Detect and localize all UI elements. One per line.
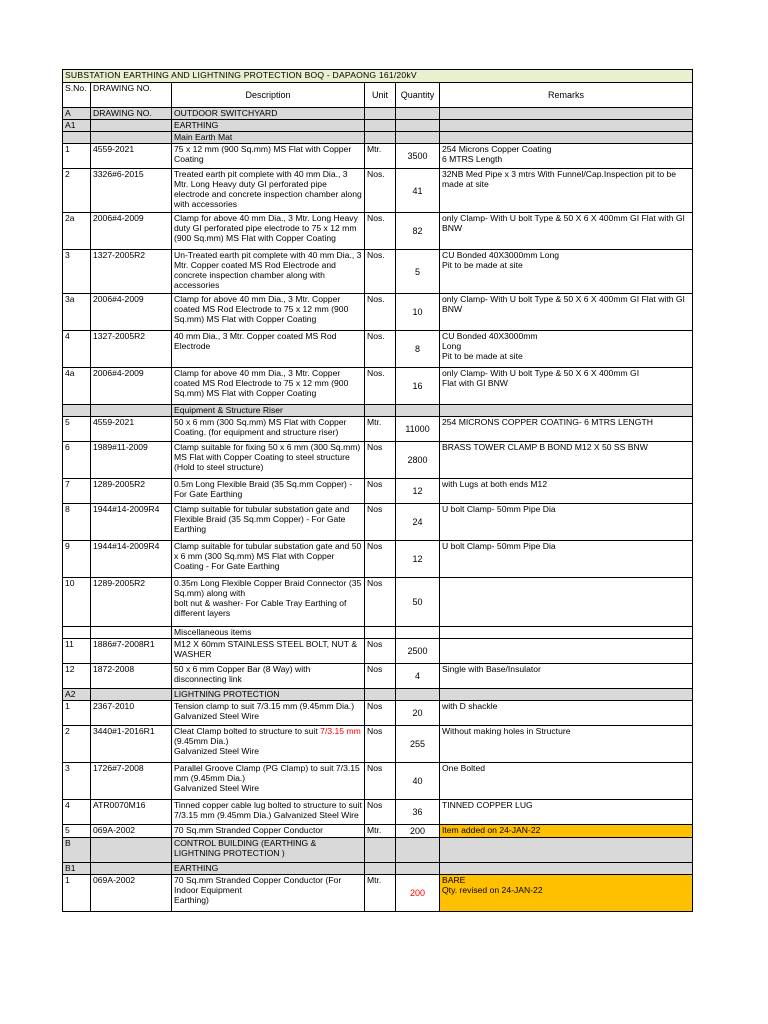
cell-quantity: 4 (396, 664, 440, 689)
cell-unit: Nos. (365, 169, 396, 213)
table-row (63, 250, 693, 294)
cell-description: 50 x 6 mm (300 Sq.mm) MS Flat with Copper Coating. (for equipment and structure riser) (172, 417, 365, 442)
cell-quantity (396, 627, 440, 639)
cell-remarks (440, 627, 693, 639)
cell-quantity: 10 (396, 294, 440, 331)
cell-unit: Nos. (365, 213, 396, 250)
cell-drawing: 3440#1-2016R1 (91, 726, 172, 763)
cell-description: Parallel Groove Clamp (PG Clamp) to suit 7/3.15 mm (9.45mm Dia.) Galvanized Steel Wire (172, 763, 365, 800)
cell-unit: Nos. (365, 294, 396, 331)
cell-sr: 9 (63, 541, 91, 578)
cell-remarks: 254 Microns Copper Coating 6 MTRS Length (440, 144, 693, 169)
cell-remarks (440, 132, 693, 144)
header-sr-label: S.No. (65, 83, 87, 93)
cell-quantity: 82 (396, 213, 440, 250)
cell-description: Equipment & Structure Riser (172, 405, 365, 417)
table-row (63, 863, 693, 875)
cell-sr: 4a (63, 368, 91, 405)
cell-remarks (440, 120, 693, 132)
cell-quantity: 2800 (396, 442, 440, 479)
cell-description: Un-Treated earth pit complete with 40 mm Dia., 3 Mtr. Copper coated MS Rod Electrode and concrete inspection chamber along with accessories (172, 250, 365, 294)
table-row (63, 578, 693, 627)
cell-unit (365, 405, 396, 417)
cell-drawing: 1944#14-2009R4 (91, 541, 172, 578)
cell-quantity: 16 (396, 368, 440, 405)
cell-remarks: only Clamp- With U bolt Type & 50 X 6 X 400mm GI Flat with GI BNW (440, 294, 693, 331)
table-row (63, 294, 693, 331)
cell-description: EARTHING (172, 863, 365, 875)
table-row (63, 627, 693, 639)
title-row (63, 70, 693, 83)
cell-unit: Nos (365, 701, 396, 726)
cell-unit: Nos (365, 639, 396, 664)
table-row (63, 169, 693, 213)
cell-sr: 4 (63, 331, 91, 368)
cell-remarks: 254 MICRONS COPPER COATING- 6 MTRS LENGTH (440, 417, 693, 442)
table-row (63, 132, 693, 144)
table-row (63, 442, 693, 479)
cell-unit: Nos (365, 479, 396, 504)
cell-unit (365, 689, 396, 701)
cell-sr: A1 (63, 120, 91, 132)
cell-remarks: BRASS TOWER CLAMP B BOND M12 X 50 SS BNW (440, 442, 693, 479)
cell-sr: B1 (63, 863, 91, 875)
cell-quantity (396, 405, 440, 417)
cell-description: Tinned copper cable lug bolted to structure to suit 7/3.15 mm (9.45mm Dia.) Galvanized Steel Wire (172, 800, 365, 825)
boq-table (62, 69, 693, 912)
cell-description: Clamp for above 40 mm Dia., 3 Mtr. Copper coated MS Rod Electrode to 75 x 12 mm (900 Sq.mm) MS Flat with Copper Coating (172, 368, 365, 405)
cell-remarks (440, 639, 693, 664)
cell-quantity: 11000 (396, 417, 440, 442)
table-row (63, 664, 693, 689)
cell-drawing: 4559-2021 (91, 417, 172, 442)
cell-sr: 2a (63, 213, 91, 250)
cell-sr (63, 405, 91, 417)
cell-drawing: 1289-2005R2 (91, 479, 172, 504)
cell-quantity: 200 (396, 825, 440, 838)
cell-sr: A (63, 108, 91, 120)
cell-drawing: 1327-2005R2 (91, 331, 172, 368)
table-row (63, 479, 693, 504)
table-row (63, 108, 693, 120)
table-row (63, 120, 693, 132)
cell-sr: 11 (63, 639, 91, 664)
cell-drawing: 069A-2002 (91, 825, 172, 838)
cell-unit: Nos (365, 763, 396, 800)
cell-remarks: TINNED COPPER LUG (440, 800, 693, 825)
cell-quantity: 200 (396, 875, 440, 912)
cell-drawing: 2006#4-2009 (91, 294, 172, 331)
cell-drawing (91, 132, 172, 144)
cell-description: M12 X 60mm STAINLESS STEEL BOLT, NUT & WASHER (172, 639, 365, 664)
cell-quantity: 40 (396, 763, 440, 800)
cell-remarks: CU Bonded 40X3000mm Long Pit to be made at site (440, 250, 693, 294)
cell-remarks: U bolt Clamp- 50mm Pipe Dia (440, 541, 693, 578)
cell-sr: 2 (63, 726, 91, 763)
cell-remarks: with D shackle (440, 701, 693, 726)
cell-remarks: BARE Qty. revised on 24-JAN-22 (440, 875, 693, 912)
cell-drawing: 3326#6-2015 (91, 169, 172, 213)
cell-drawing (91, 689, 172, 701)
cell-quantity (396, 132, 440, 144)
cell-sr: 10 (63, 578, 91, 627)
cell-sr: 3 (63, 250, 91, 294)
cell-unit: Nos. (365, 250, 396, 294)
cell-quantity (396, 120, 440, 132)
cell-sr: 5 (63, 825, 91, 838)
cell-quantity: 3500 (396, 144, 440, 169)
cell-unit: Mtr. (365, 417, 396, 442)
header-drawing-label: DRAWING NO. (93, 83, 152, 93)
cell-unit: Nos (365, 442, 396, 479)
header-description: Description (172, 83, 365, 108)
table-row (63, 800, 693, 825)
cell-remarks: only Clamp- With U bolt Type & 50 X 6 X 400mm GI Flat with GI BNW (440, 213, 693, 250)
cell-description: 40 mm Dia., 3 Mtr. Copper coated MS Rod Electrode (172, 331, 365, 368)
cell-sr: 2 (63, 169, 91, 213)
cell-quantity: 20 (396, 701, 440, 726)
cell-description: 50 x 6 mm Copper Bar (8 Way) with disconnecting link (172, 664, 365, 689)
cell-unit: Nos (365, 664, 396, 689)
cell-quantity: 12 (396, 541, 440, 578)
cell-description: Main Earth Mat (172, 132, 365, 144)
cell-description: Clamp for above 40 mm Dia., 3 Mtr. Copper coated MS Rod Electrode to 75 x 12 mm (900 Sq.mm) MS Flat with Copper Coating (172, 294, 365, 331)
cell-unit (365, 132, 396, 144)
cell-drawing: 4559-2021 (91, 144, 172, 169)
cell-sr (63, 132, 91, 144)
cell-unit: Nos. (365, 368, 396, 405)
table-row (63, 331, 693, 368)
cell-description: Cleat Clamp bolted to structure to suit 7/3.15 mm (9.45mm Dia.) Galvanized Steel Wire (172, 726, 365, 763)
cell-quantity (396, 838, 440, 863)
cell-unit: Nos (365, 800, 396, 825)
cell-drawing: 1726#7-2008 (91, 763, 172, 800)
cell-remarks: Without making holes in Structure (440, 726, 693, 763)
cell-remarks: only Clamp- With U bolt Type & 50 X 6 X 400mm GI Flat with GI BNW (440, 368, 693, 405)
cell-remarks (440, 689, 693, 701)
cell-sr: 7 (63, 479, 91, 504)
cell-sr: 1 (63, 875, 91, 912)
cell-description: EARTHING (172, 120, 365, 132)
cell-remarks: Item added on 24-JAN-22 (440, 825, 693, 838)
cell-description: 70 Sq.mm Stranded Copper Conductor (172, 825, 365, 838)
cell-description: Clamp suitable for fixing 50 x 6 mm (300 Sq.mm) MS Flat with Copper Coating to steel structure (Hold to steel structure) (172, 442, 365, 479)
table-row (63, 213, 693, 250)
cell-sr: B (63, 838, 91, 863)
cell-description: 70 Sq.mm Stranded Copper Conductor (For Indoor Equipment Earthing) (172, 875, 365, 912)
cell-description: LIGHTNING PROTECTION (172, 689, 365, 701)
cell-sr: 5 (63, 417, 91, 442)
cell-quantity: 36 (396, 800, 440, 825)
header-drawing (91, 83, 172, 108)
header-quantity: Quantity (396, 83, 440, 108)
table-row (63, 144, 693, 169)
cell-sr (63, 627, 91, 639)
cell-drawing: 2367-2010 (91, 701, 172, 726)
cell-sr: 6 (63, 442, 91, 479)
cell-drawing (91, 405, 172, 417)
cell-quantity: 8 (396, 331, 440, 368)
cell-unit: Nos. (365, 331, 396, 368)
cell-unit (365, 108, 396, 120)
table-row (63, 417, 693, 442)
cell-unit: Mtr. (365, 144, 396, 169)
header-remarks: Remarks (440, 83, 693, 108)
cell-quantity: 5 (396, 250, 440, 294)
cell-remarks: CU Bonded 40X3000mm Long Pit to be made at site (440, 331, 693, 368)
cell-description: 75 x 12 mm (900 Sq.mm) MS Flat with Copper Coating (172, 144, 365, 169)
cell-sr: 4 (63, 800, 91, 825)
highlighted-text: 7/3.15 mm (320, 726, 361, 736)
cell-description: Clamp for above 40 mm Dia., 3 Mtr. Long Heavy duty GI perforated pipe electrode to 75 x 12 mm (900 Sq.mm) MS Flat with Copper Coating (172, 213, 365, 250)
cell-quantity: 12 (396, 479, 440, 504)
cell-drawing: 069A-2002 (91, 875, 172, 912)
cell-quantity (396, 863, 440, 875)
cell-drawing: 1289-2005R2 (91, 578, 172, 627)
cell-description: 0.5m Long Flexible Braid (35 Sq.mm Copper) - For Gate Earthing (172, 479, 365, 504)
cell-remarks: with Lugs at both ends M12 (440, 479, 693, 504)
cell-drawing: 2006#4-2009 (91, 213, 172, 250)
table-row (63, 825, 693, 838)
cell-remarks: U bolt Clamp- 50mm Pipe Dia (440, 504, 693, 541)
cell-unit: Mtr. (365, 825, 396, 838)
cell-unit: Nos (365, 541, 396, 578)
cell-drawing (91, 627, 172, 639)
table-row (63, 504, 693, 541)
cell-remarks: Single with Base/Insulator (440, 664, 693, 689)
cell-unit: Mtr. (365, 875, 396, 912)
cell-drawing: ATR0070M16 (91, 800, 172, 825)
table-row (63, 689, 693, 701)
cell-drawing (91, 120, 172, 132)
cell-drawing: 2006#4-2009 (91, 368, 172, 405)
cell-remarks (440, 838, 693, 863)
table-row (63, 405, 693, 417)
cell-unit: Nos (365, 504, 396, 541)
cell-remarks: One Bolted (440, 763, 693, 800)
header-sr (63, 83, 91, 108)
cell-drawing: 1872-2008 (91, 664, 172, 689)
cell-description: CONTROL BUILDING (EARTHING & LIGHTNING PROTECTION ) (172, 838, 365, 863)
cell-description: Tension clamp to suit 7/3.15 mm (9.45mm Dia.) Galvanized Steel Wire (172, 701, 365, 726)
cell-description: OUTDOOR SWITCHYARD (172, 108, 365, 120)
cell-unit: Nos (365, 726, 396, 763)
cell-description: Miscellaneous items (172, 627, 365, 639)
cell-drawing: 1327-2005R2 (91, 250, 172, 294)
cell-quantity: 24 (396, 504, 440, 541)
cell-unit: Nos (365, 578, 396, 627)
cell-drawing (91, 838, 172, 863)
cell-sr: A2 (63, 689, 91, 701)
cell-unit (365, 863, 396, 875)
cell-description: Clamp suitable for tubular substation gate and 50 x 6 mm (300 Sq.mm) MS Flat with Copper Coating - For Gate Earthing (172, 541, 365, 578)
table-row (63, 875, 693, 912)
cell-quantity (396, 689, 440, 701)
cell-sr: 3 (63, 763, 91, 800)
cell-quantity: 2500 (396, 639, 440, 664)
cell-quantity: 255 (396, 726, 440, 763)
table-row (63, 368, 693, 405)
table-row (63, 701, 693, 726)
cell-sr: 1 (63, 701, 91, 726)
cell-sr: 3a (63, 294, 91, 331)
sheet-title: SUBSTATION EARTHING AND LIGHTNING PROTECTION BOQ - DAPAONG 161/20kV (63, 70, 693, 83)
header-row (63, 83, 693, 108)
cell-remarks (440, 863, 693, 875)
cell-drawing (91, 863, 172, 875)
cell-drawing: 1944#14-2009R4 (91, 504, 172, 541)
table-row (63, 838, 693, 863)
cell-remarks (440, 405, 693, 417)
cell-quantity: 41 (396, 169, 440, 213)
cell-unit (365, 627, 396, 639)
cell-drawing: DRAWING NO. (91, 108, 172, 120)
cell-remarks (440, 108, 693, 120)
header-unit: Unit (365, 83, 396, 108)
cell-sr: 1 (63, 144, 91, 169)
table-row (63, 726, 693, 763)
cell-remarks: 32NB Med Pipe x 3 mtrs With Funnel/Cap.Inspection pit to be made at site (440, 169, 693, 213)
cell-unit (365, 120, 396, 132)
cell-drawing: 1886#7-2008R1 (91, 639, 172, 664)
table-row (63, 763, 693, 800)
cell-remarks (440, 578, 693, 627)
table-row (63, 541, 693, 578)
cell-quantity (396, 108, 440, 120)
cell-description: Clamp suitable for tubular substation gate and Flexible Braid (35 Sq.mm Copper) - For Gate Earthing (172, 504, 365, 541)
cell-sr: 12 (63, 664, 91, 689)
cell-quantity: 50 (396, 578, 440, 627)
cell-drawing: 1989#11-2009 (91, 442, 172, 479)
cell-sr: 8 (63, 504, 91, 541)
cell-unit (365, 838, 396, 863)
cell-description: 0.35m Long Flexible Copper Braid Connector (35 Sq.mm) along with bolt nut & washer- For Cable Tray Earthing of different layers (172, 578, 365, 627)
cell-description: Treated earth pit complete with 40 mm Dia., 3 Mtr. Long Heavy duty GI perforated pipe electrode and concrete inspection chamber along with accessories (172, 169, 365, 213)
table-row (63, 639, 693, 664)
